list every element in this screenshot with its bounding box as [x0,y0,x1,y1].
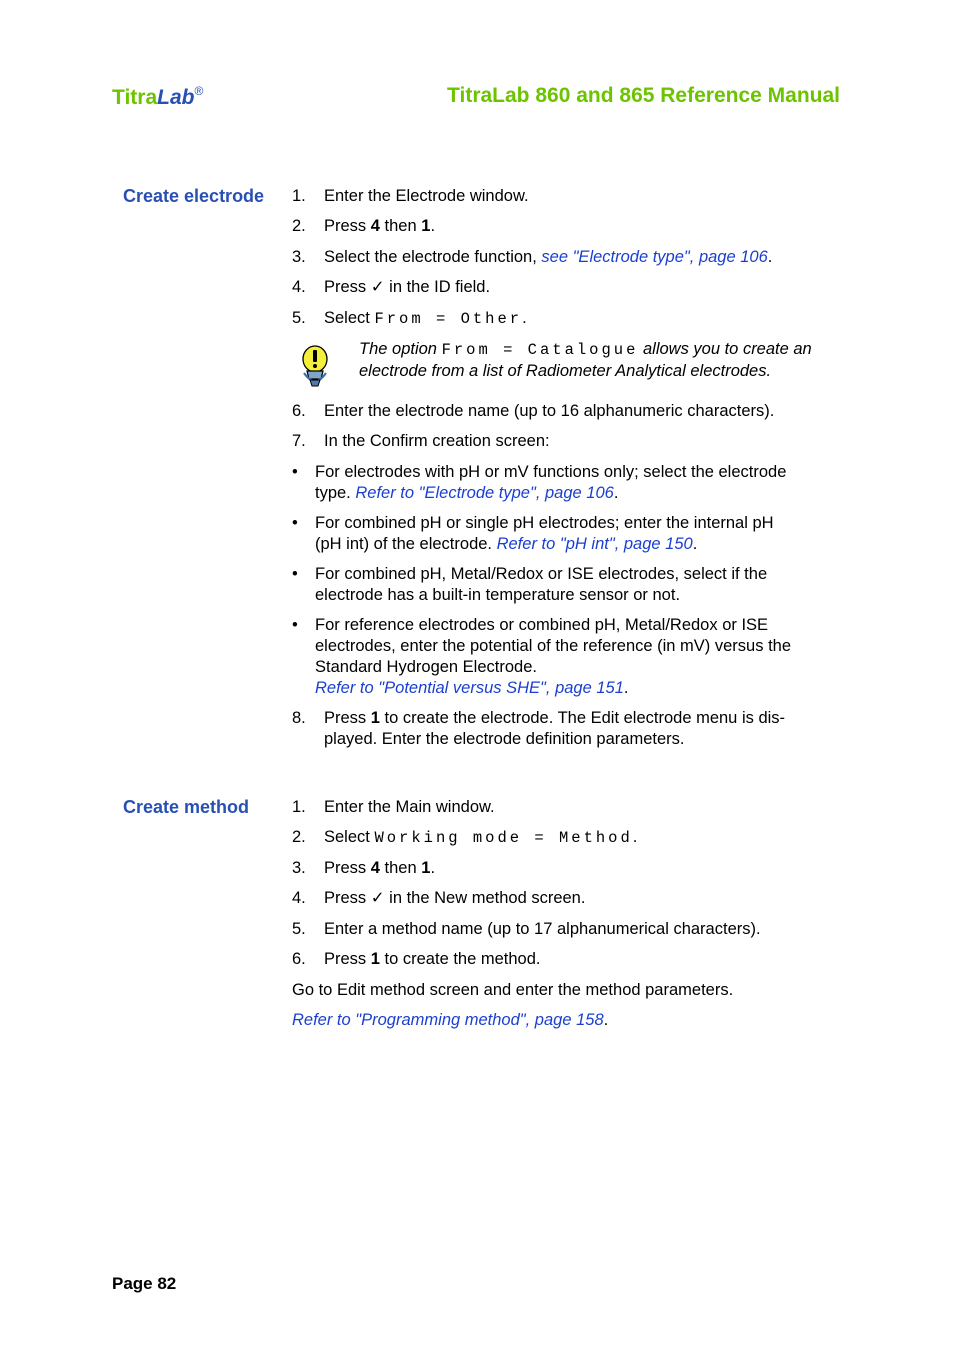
code-working-mode: Working mode = Method [374,829,633,847]
brand-logo [112,84,203,110]
note-catalogue: The option From = Catalogue allows you to create an electrode from a list of Radiometer Analytical electrodes. [359,340,812,380]
section-heading-create-method: Create method [123,797,250,817]
link-electrode-type-2[interactable]: Refer to "Electrode type", page 106 [355,484,614,502]
link-potential-versus-she[interactable]: Refer to "Potential versus SHE", page 151 [315,679,624,697]
brand-lab: Lab [157,86,195,109]
paragraph: Go to Edit method screen and enter the method parameters. [292,981,734,999]
link-ph-int[interactable]: Refer to "pH int", page 150 [496,535,693,553]
link-programming-method[interactable]: Refer to "Programming method", page 158 [292,1011,604,1029]
exclamation-bulb-icon [298,343,332,391]
page-number: Page 82 [112,1274,177,1293]
code-from-catalogue: From = Catalogue [441,341,639,359]
brand-registered-mark: ® [194,84,204,98]
link-electrode-type[interactable]: see "Electrode type", page 106 [541,248,768,266]
brand-prefix: Titra [112,86,158,109]
code-from-other: From = Other [374,310,523,328]
section-heading-create-electrode: Create electrode [123,186,265,206]
reference-line: Refer to "Programming method", page 158. [292,1011,609,1029]
manual-title: TitraLab 860 and 865 Reference Manual [447,84,840,107]
